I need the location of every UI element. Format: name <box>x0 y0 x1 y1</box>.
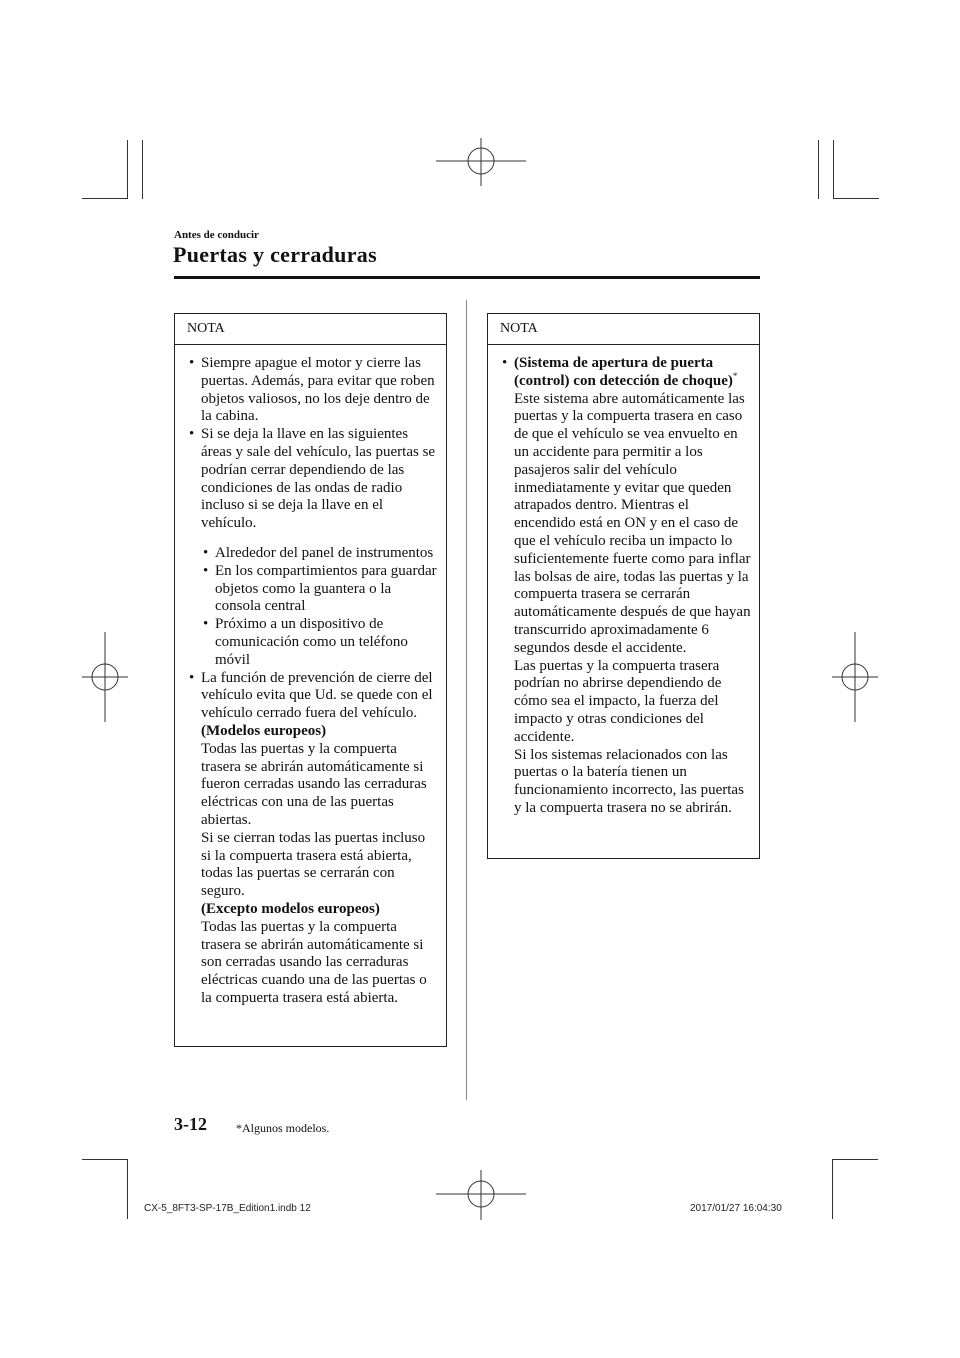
crop-mark <box>832 1159 878 1160</box>
crop-mark <box>127 1159 128 1219</box>
note-paragraph: Este sistema abre automáticamente las puertas y la compuerta trasera en caso de que el vehículo se vea envuelto en un accidente para permitir a los pasajeros salir del vehículo inmediatamente y evitar que queden atrapados dentro. Mientras el encendido está en ON y en el caso de que el vehículo reciba un impacto lo suficientemente fuerte como para inflar las bolsas de aire, todas las puertas y la compuerta trasera se cerrarán automáticamente después de que hayan transcurrido aproximadamente 6 segundos desde el accidente. <box>514 390 751 656</box>
note-item <box>187 355 438 426</box>
registration-mark-top <box>436 138 526 186</box>
note-item <box>187 426 438 533</box>
print-file-label: CX-5_8FT3-SP-17B_Edition1.indb 12 <box>144 1203 311 1214</box>
print-date-label: 2017/01/27 16:04:30 <box>690 1203 782 1214</box>
bullet-icon: • <box>189 355 195 371</box>
registration-mark-right <box>832 632 878 722</box>
eu-text: Si se cierran todas las puertas incluso si la compuerta trasera está abierta, todas las puertas se cerrarán con seguro. <box>201 829 426 900</box>
note-item-text: La función de prevención de cierre del vehículo evita que Ud. se quede con el vehículo cerrado fuera del vehículo. <box>201 669 433 722</box>
crop-mark <box>832 1159 833 1219</box>
crop-mark <box>818 140 819 199</box>
crop-mark <box>833 140 834 199</box>
section-label: Antes de conducir <box>174 229 259 241</box>
note-item-heading: (Sistema de apertura de puerta (control) con detección de choque)* <box>514 355 738 389</box>
column-divider <box>466 300 467 1100</box>
page-number: 3-12 <box>174 1114 207 1134</box>
subheading-non-eu: (Excepto modelos europeos) <box>201 900 380 917</box>
note-box-left <box>174 313 447 1047</box>
crop-mark <box>833 198 879 199</box>
note-item-text: Siempre apague el motor y cierre las puertas. Además, para evitar que roben objetos valiosos, no los deje dentro de la cabina. <box>201 355 435 425</box>
bullet-icon: • <box>189 669 195 686</box>
subheading-eu: (Modelos europeos) <box>201 722 327 739</box>
note-subitem <box>201 616 438 669</box>
note-item <box>500 355 751 818</box>
note-paragraph: Las puertas y la compuerta trasera podrían no abrirse dependiendo de cómo sea el impacto, la fuerza del impacto y otras condiciones del accidente. <box>514 657 722 745</box>
bullet-icon: • <box>189 426 195 443</box>
note-body <box>488 345 759 818</box>
non-eu-text: Todas las puertas y la compuerta trasera se abrirán automáticamente si son cerradas usando las cerraduras eléctricas cuando una de las puertas o la compuerta trasera está abierta. <box>201 918 427 1006</box>
note-heading: NOTA <box>175 314 446 345</box>
title-rule <box>174 276 760 279</box>
note-body <box>175 345 446 1008</box>
registration-mark-bottom <box>436 1170 526 1220</box>
crop-mark <box>82 1159 128 1160</box>
footnote: *Algunos modelos. <box>236 1121 330 1135</box>
note-subitem <box>201 563 438 616</box>
crop-mark <box>82 198 128 199</box>
note-heading: NOTA <box>488 314 759 345</box>
crop-mark <box>127 140 128 199</box>
footnote-marker: * <box>732 370 738 381</box>
note-box-right <box>487 313 760 859</box>
eu-text: Todas las puertas y la compuerta trasera se abrirán automáticamente si fueron cerradas usando las cerraduras eléctricas con una de las puertas abiertas. <box>201 740 427 828</box>
bullet-icon: • <box>203 544 209 561</box>
bullet-icon: • <box>502 355 508 371</box>
page-title: Puertas y cerraduras <box>173 242 377 267</box>
note-paragraph: Si los sistemas relacionados con las puertas o la batería tienen un funcionamiento incorrecto, las puertas y la compuerta trasera no se abrirán. <box>514 746 744 816</box>
registration-mark-left <box>82 632 128 722</box>
note-subitem-text: Alrededor del panel de instrumentos <box>215 544 434 561</box>
note-subitem-text: Próximo a un dispositivo de comunicación como un teléfono móvil <box>215 616 408 668</box>
note-subitem <box>201 545 438 563</box>
note-subitem-text: En los compartimientos para guardar objetos como la guantera o la consola central <box>215 562 437 615</box>
note-item <box>187 670 438 1008</box>
note-item-text: Si se deja la llave en las siguientes áreas y sale del vehículo, las puertas se podrían cerrar dependiendo de las condiciones de las ondas de radio incluso si se deja la llave en el vehículo. <box>201 426 436 532</box>
bullet-icon: • <box>203 616 209 633</box>
bullet-icon: • <box>203 562 209 579</box>
crop-mark <box>142 140 143 199</box>
